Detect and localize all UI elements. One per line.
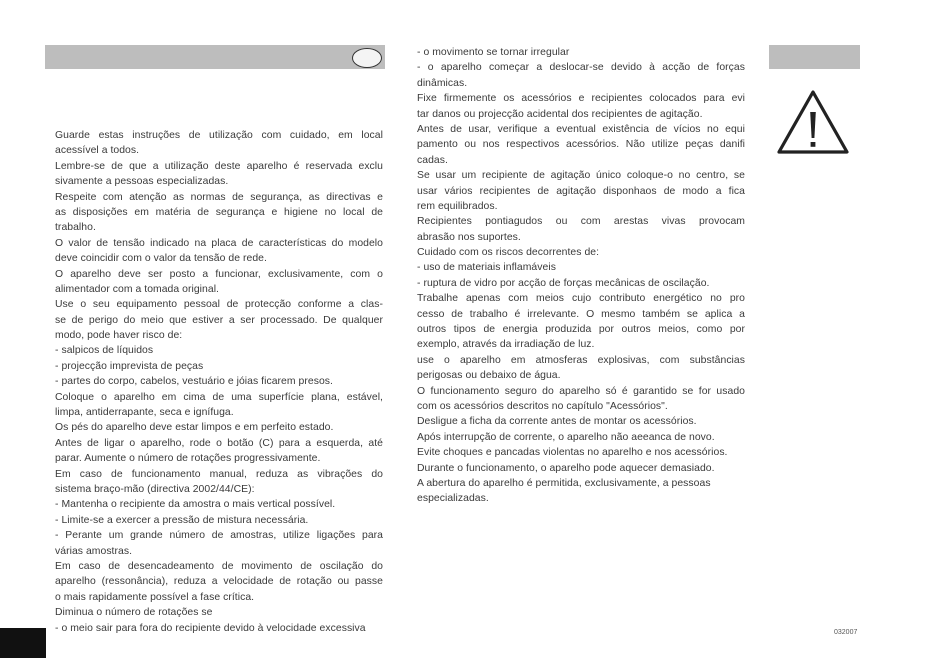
text-line: O funcionamento seguro do aparelho só é garantido se for usado <box>417 385 745 397</box>
text-line: se de perigo do meio que estiver a ser processado. De qualquer <box>55 314 383 326</box>
text-line: várias amostras. <box>55 545 133 557</box>
text-line: Após interrupção de corrente, o aparelho não aeeanca de novo. <box>417 431 715 443</box>
text-line: - Mantenha o recipiente da amostra o mais vertical possível. <box>55 499 336 511</box>
text-line: - partes do corpo, cabelos, vestuário e jóias ficarem presos. <box>55 376 333 388</box>
text-line: Antes de usar, verifique a eventual existência de vícios no equi <box>417 123 745 135</box>
text-line: deve coincidir com o valor da tensão de rede. <box>55 253 267 265</box>
middle-text-column <box>417 45 745 507</box>
text-line: acessível a todos. <box>55 145 140 157</box>
text-line: usar vários recipientes de agitação disponhaos de modo a fica <box>417 185 745 197</box>
text-line: trabalho. <box>55 222 96 234</box>
text-line: aparelho (ressonância), reduza a velocidade de rotação ou passe <box>55 576 383 588</box>
text-line: Diminua o número de rotações se <box>55 607 213 619</box>
text-line: sivamente a pessoas especializadas. <box>55 176 229 188</box>
page-code: 032007 <box>834 629 858 636</box>
text-line: Trabalhe apenas com meios cujo contributo energético no pro <box>417 293 745 305</box>
text-line: exemplo, através da irradiação de luz. <box>417 339 595 351</box>
text-line: - o aparelho começar a deslocar-se devido à acção de forças <box>417 62 745 74</box>
text-line: Antes de ligar o aparelho, rode o botão (C) para a esquerda, até <box>55 437 383 449</box>
text-line: as disposições em matéria de segurança e higiene no local de <box>55 206 383 218</box>
text-line: o mais rapidamente possível a fase crítica. <box>55 591 255 603</box>
text-line: Evite choques e pancadas violentas no aparelho e nos acessórios. <box>417 447 728 459</box>
text-line: Fixe firmemente os acessórios e recipientes colocados para evi <box>417 93 745 105</box>
text-line: limpa, antiderrapante, seca e ignífuga. <box>55 407 234 419</box>
text-line: - Perante um grande número de amostras, utilize ligações para <box>55 530 383 542</box>
text-line: - uso de materiais inflamáveis <box>417 262 556 274</box>
text-line: - projecção imprevista de peças <box>55 360 204 372</box>
text-line: Os pés do aparelho deve estar limpos e em perfeito estado. <box>55 422 334 434</box>
text-line: perigosas ou debaixo de água. <box>417 370 561 382</box>
text-line: Se usar um recipiente de agitação único coloque-o no centro, se <box>417 170 745 182</box>
text-line: abrasão nos suportes. <box>417 231 521 243</box>
text-line: Cuidado com os riscos decorrentes de: <box>417 247 600 259</box>
text-line: com os acessórios descritos no capítulo "Acessórios". <box>417 400 668 412</box>
text-line: modo, pode haver risco de: <box>55 330 183 342</box>
text-line: A abertura do aparelho é permitida, exclusivamente, a pessoas <box>417 477 711 489</box>
text-line: especializadas. <box>417 493 489 505</box>
text-line: Guarde estas instruções de utilização com cuidado, em local <box>55 130 383 141</box>
text-line: rem equilibrados. <box>417 200 498 212</box>
text-line: Recipientes pontiagudos ou com arestas vivas provocam <box>417 216 745 228</box>
text-line: - o movimento se tornar irregular <box>417 47 570 58</box>
text-line: O aparelho deve ser posto a funcionar, exclusivamente, com o <box>55 268 383 280</box>
text-line: pamento ou nos respectivos acessórios. Não utilize peças danifi <box>417 139 745 151</box>
text-line: Lembre-se de que a utilização deste aparelho é reservada exclu <box>55 160 383 172</box>
left-header-bar <box>45 45 385 69</box>
text-line: Durante o funcionamento, o aparelho pode aquecer demasiado. <box>417 462 715 474</box>
text-line: - ruptura de vidro por acção de forças mecânicas de oscilação. <box>417 277 710 289</box>
text-line: - salpicos de líquidos <box>55 345 154 357</box>
text-line: Desligue a ficha da corrente antes de montar os acessórios. <box>417 416 697 428</box>
text-line: parar. Aumente o número de rotações progressivamente. <box>55 453 321 465</box>
text-line: Use o seu equipamento pessoal de protecção conforme a clas- <box>55 299 383 311</box>
text-line: Em caso de desencadeamento de movimento de oscilação do <box>55 560 383 572</box>
text-line: use o aparelho em atmosferas explosivas, com substâncias <box>417 354 745 366</box>
warning-triangle-icon <box>776 88 850 156</box>
text-line: - o meio sair para fora do recipiente devido à velocidade excessiva <box>55 622 366 634</box>
text-line: sistema braço-mão (directiva 2002/44/CE): <box>55 483 255 495</box>
text-line: alimentador com a tomada original. <box>55 283 219 295</box>
text-line: Em caso de funcionamento manual, reduza as vibrações do <box>55 468 383 480</box>
page-corner-tab <box>0 628 46 658</box>
text-line: outros tipos de energia produzida por outros meios, como por <box>417 324 745 336</box>
text-line: dinâmicas. <box>417 77 468 89</box>
text-line: cesso de trabalho é irrelevante. O mesmo também se aplica a <box>417 308 745 320</box>
text-line: Respeite com atenção as normas de segurança, as directivas e <box>55 191 383 203</box>
text-line: tar danos ou projecção acidental dos recipientes de agitação. <box>417 108 703 120</box>
text-line: O valor de tensão indicado na placa de características do modelo <box>55 237 383 249</box>
text-line: Coloque o aparelho em cima de uma superfície plana, estável, <box>55 391 383 403</box>
text-line: - Limite-se a exercer a pressão de mistura necessária. <box>55 514 309 526</box>
right-header-bar <box>769 45 860 69</box>
language-oval-badge <box>352 48 382 68</box>
text-line: cadas. <box>417 154 448 166</box>
left-text-column <box>55 128 383 636</box>
